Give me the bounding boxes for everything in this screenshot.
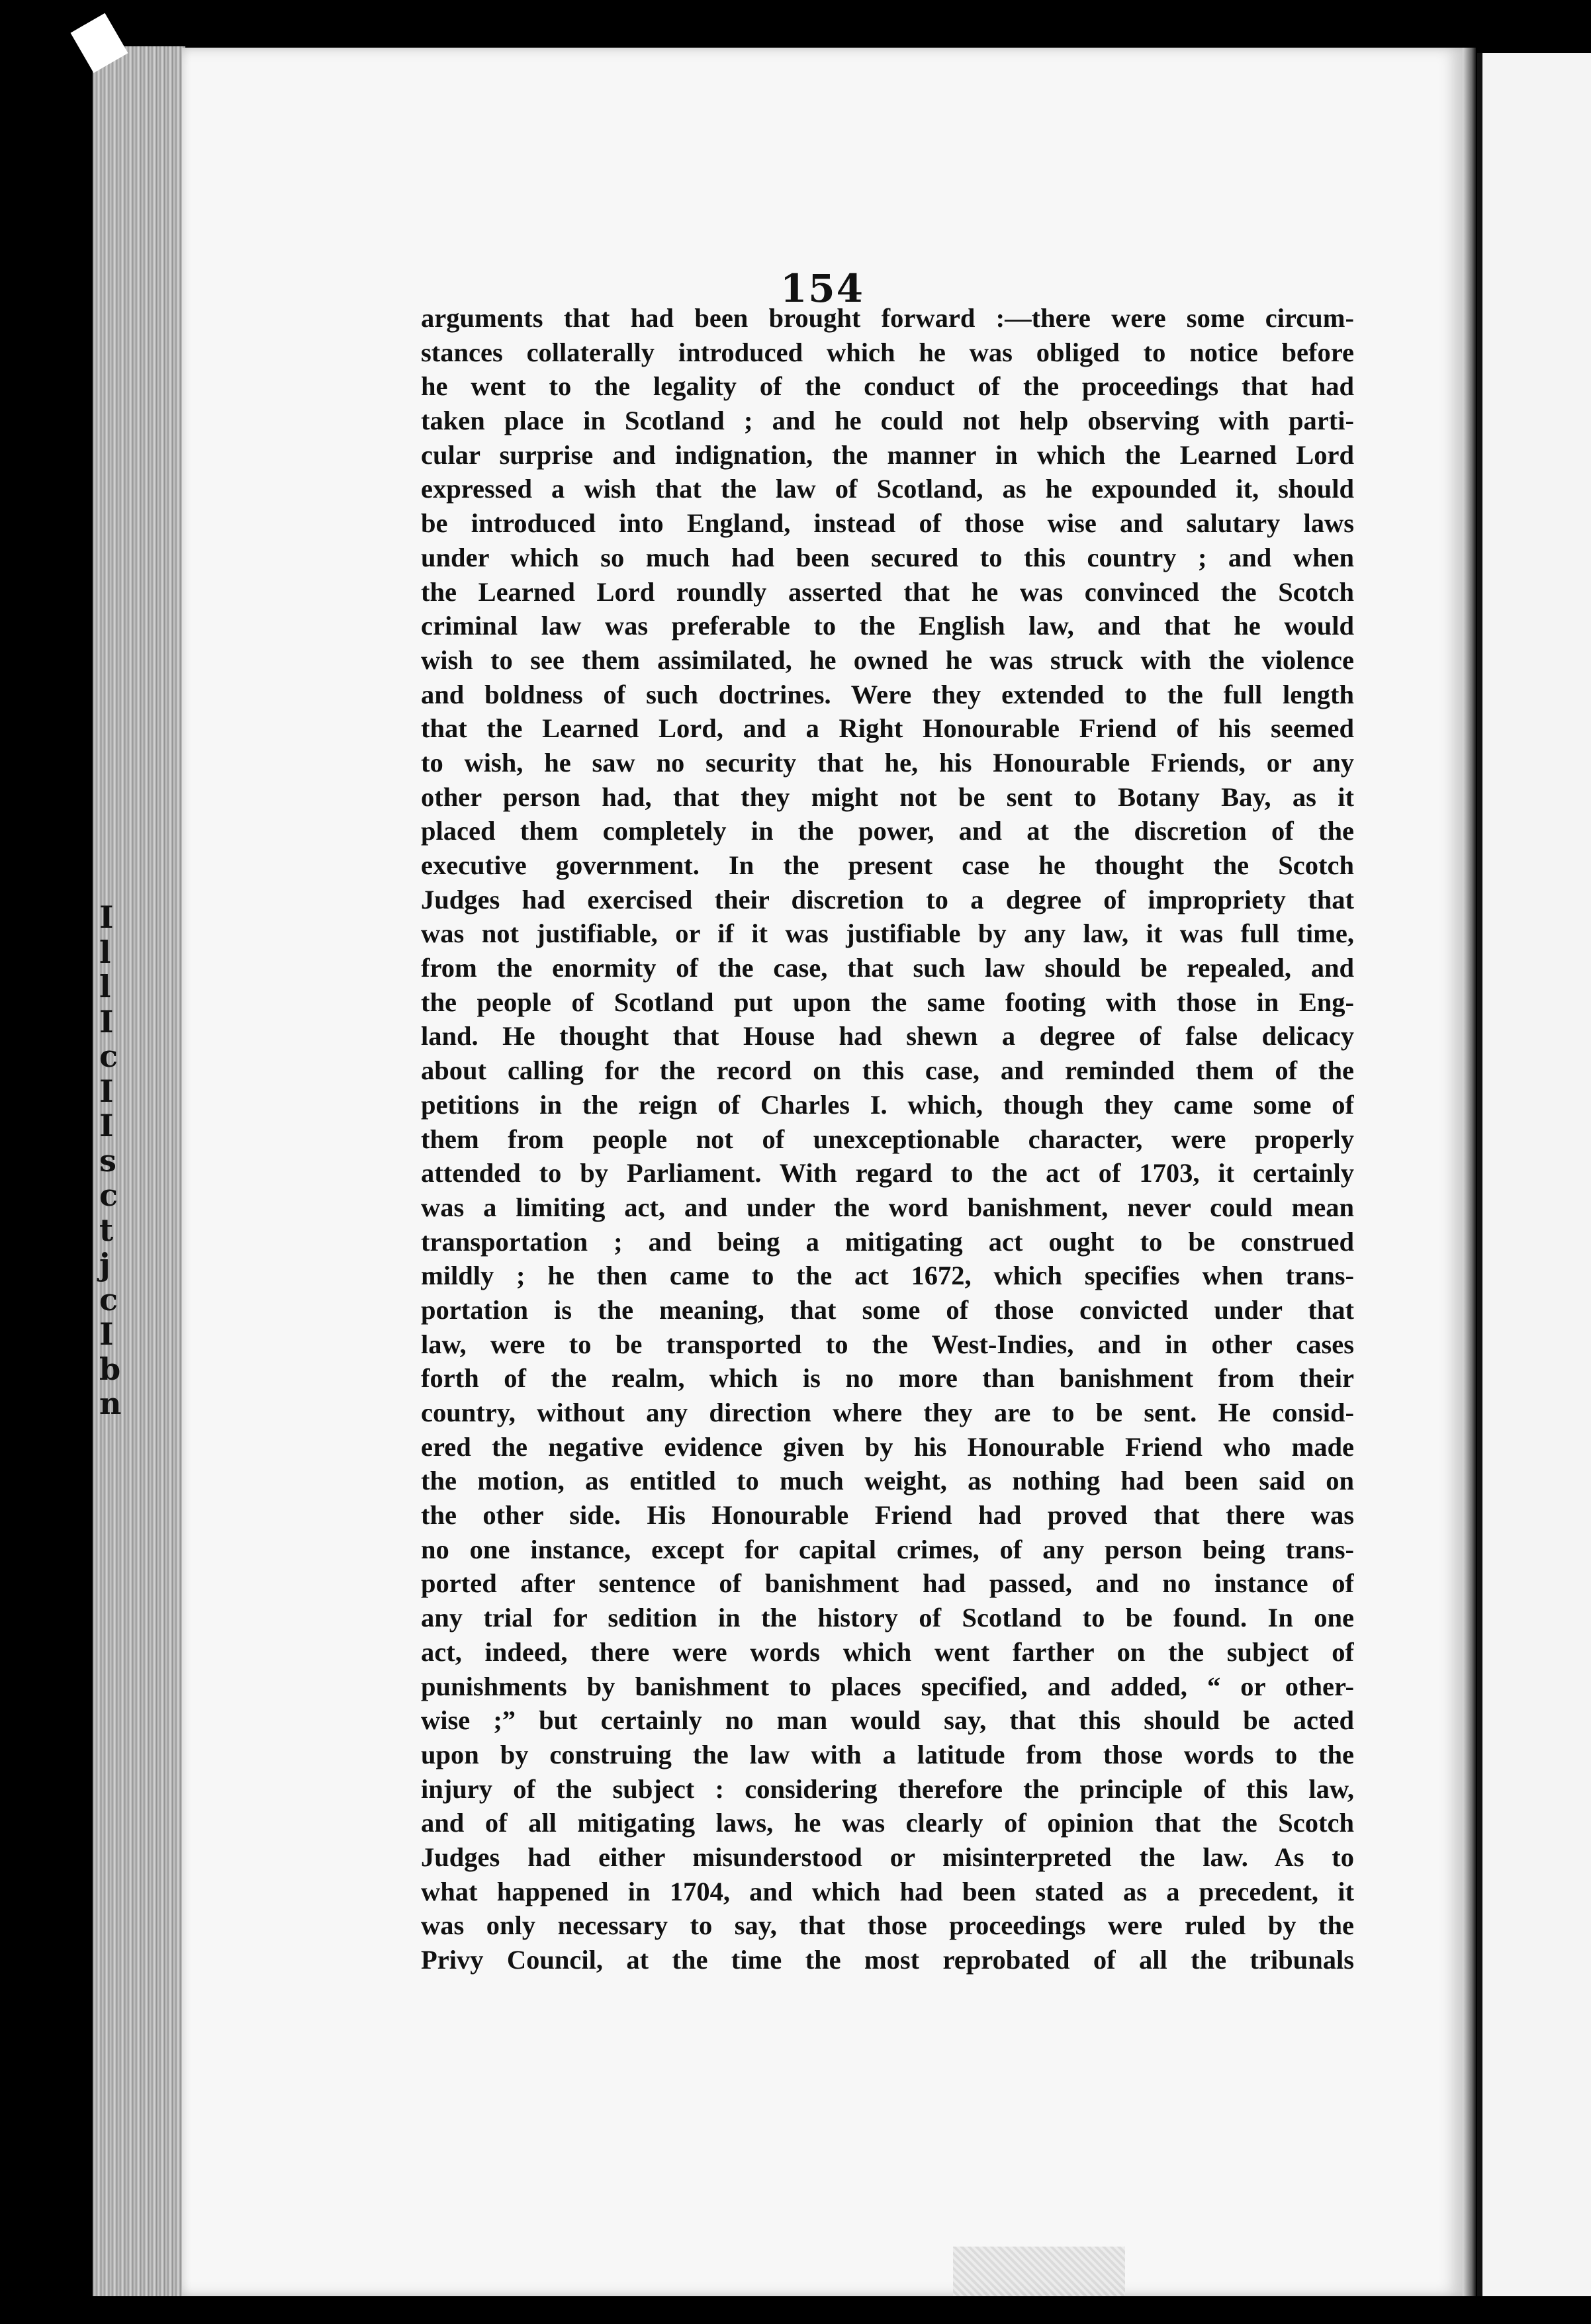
facing-page-fragment: I: [99, 1316, 114, 1352]
text-line: the Learned Lord roundly asserted that he was convinced the Scotch: [421, 576, 1354, 607]
text-line: law, were to be transported to the West-Indies, and in other cases: [421, 1329, 1354, 1359]
facing-page-letter-fragments: [99, 899, 122, 1421]
text-line: executive government. In the present case he thought the Scotch: [421, 850, 1354, 880]
text-line: was not justifiable, or if it was justifiable by any law, it was full time,: [421, 918, 1354, 949]
text-line: and boldness of such doctrines. Were they extended to the full length: [421, 679, 1354, 709]
text-line: was only necessary to say, that those proceedings were ruled by the: [421, 1910, 1354, 1941]
text-line: them from people not of unexceptionable character, were properly: [421, 1124, 1354, 1154]
facing-page-rule: [1477, 53, 1482, 2296]
facing-page-fragment: j: [99, 1247, 111, 1282]
text-line: what happened in 1704, and which had been stated as a precedent, it: [421, 1876, 1354, 1906]
text-line: portation is the meaning, that some of those convicted under that: [421, 1294, 1354, 1325]
facing-page-fragment: I: [99, 1073, 114, 1109]
text-line: the motion, as entitled to much weight, as nothing had been said on: [421, 1466, 1354, 1496]
text-line: attended to by Parliament. With regard to the act of 1703, it certainly: [421, 1158, 1354, 1188]
text-line: upon by construing the law with a latitude from those words to the: [421, 1739, 1354, 1769]
text-line: land. He thought that House had shewn a degree of false delicacy: [421, 1021, 1354, 1051]
text-line: punishments by banishment to places specified, and added, “ or other-: [421, 1671, 1354, 1701]
text-line: other person had, that they might not be sent to Botany Bay, as it: [421, 782, 1354, 812]
text-line: ered the negative evidence given by his Honourable Friend who made: [421, 1431, 1354, 1462]
text-line: criminal law was preferable to the English law, and that he would: [421, 611, 1354, 641]
facing-page-fragment: I: [99, 1003, 114, 1040]
facing-page-fragment: l: [99, 934, 111, 970]
text-line: to wish, he saw no security that he, his Honourable Friends, or any: [421, 747, 1354, 778]
text-line: placed them completely in the power, and at the discretion of the: [421, 816, 1354, 846]
text-line: ported after sentence of banishment had passed, and no instance of: [421, 1568, 1354, 1599]
text-line: wish to see them assimilated, he owned he was struck with the violence: [421, 645, 1354, 675]
text-line: mildly ; he then came to the act 1672, which specifies when trans-: [421, 1261, 1354, 1291]
text-line: the other side. His Honourable Friend had proved that there was: [421, 1500, 1354, 1531]
book-gutter: [1463, 48, 1476, 2296]
facing-page-fragment: c: [99, 1281, 118, 1318]
text-line: petitions in the reign of Charles I. which, though they came some of: [421, 1089, 1354, 1120]
text-line: that the Learned Lord, and a Right Honourable Friend of his seemed: [421, 713, 1354, 744]
text-line: taken place in Scotland ; and he could not help observing with parti-: [421, 406, 1354, 436]
text-line: forth of the realm, which is no more than banishment from their: [421, 1363, 1354, 1394]
text-line: Judges had exercised their discretion to a degree of impropriety that: [421, 884, 1354, 915]
text-line: wise ;” but certainly no man would say, that this should be acted: [421, 1705, 1354, 1736]
text-line: cular surprise and indignation, the manner in which the Learned Lord: [421, 439, 1354, 470]
text-line: and of all mitigating laws, he was clearly of opinion that the Scotch: [421, 1808, 1354, 1838]
text-line: Judges had either misunderstood or misinterpreted the law. As to: [421, 1842, 1354, 1872]
body-text: [421, 301, 1354, 1977]
facing-page-edge: [1477, 53, 1591, 2296]
facing-page-fragment: n: [99, 1386, 122, 1421]
facing-page-fragment: b: [99, 1351, 121, 1387]
facing-page-fragment: s: [99, 1142, 116, 1179]
text-line: the people of Scotland put upon the same footing with those in Eng-: [421, 987, 1354, 1017]
text-line: any trial for sedition in the history of Scotland to be found. In one: [421, 1603, 1354, 1633]
text-line: country, without any direction where they are to be sent. He consid-: [421, 1398, 1354, 1427]
facing-page-fragment: c: [99, 1038, 118, 1074]
text-line: act, indeed, there were words which went farther on the subject of: [421, 1636, 1354, 1667]
page-number: 154: [780, 266, 865, 311]
facing-page-fragment: I: [99, 1108, 114, 1143]
text-line: injury of the subject : considering therefore the principle of this law,: [421, 1773, 1354, 1804]
facing-page-fragment: I: [99, 899, 114, 935]
text-line: from the enormity of the case, that such law should be repealed, and: [421, 953, 1354, 983]
facing-page-fragment: l: [99, 969, 111, 1005]
text-line: be introduced into England, instead of those wise and salutary laws: [421, 508, 1354, 539]
text-line: under which so much had been secured to this country ; and when: [421, 542, 1354, 572]
facing-page-fragment: c: [99, 1177, 118, 1213]
text-line: no one instance, except for capital crimes, of any person being trans-: [421, 1534, 1354, 1564]
text-line: about calling for the record on this case, and reminded them of the: [421, 1055, 1354, 1086]
text-line: expressed a wish that the law of Scotland, as he expounded it, should: [421, 474, 1354, 504]
facing-page-fragment: t: [99, 1212, 114, 1248]
text-line: stances collaterally introduced which he was obliged to notice before: [421, 337, 1354, 367]
text-line: he went to the legality of the conduct of the proceedings that had: [421, 371, 1354, 402]
text-line: arguments that had been brought forward :—there were some circum-: [421, 303, 1354, 333]
text-line: was a limiting act, and under the word banishment, never could mean: [421, 1192, 1354, 1222]
paper-wear-mark: [953, 2247, 1125, 2296]
text-line: Privy Council, at the time the most reprobated of all the tribunals: [421, 1945, 1354, 1975]
text-line: transportation ; and being a mitigating act ought to be construed: [421, 1226, 1354, 1257]
